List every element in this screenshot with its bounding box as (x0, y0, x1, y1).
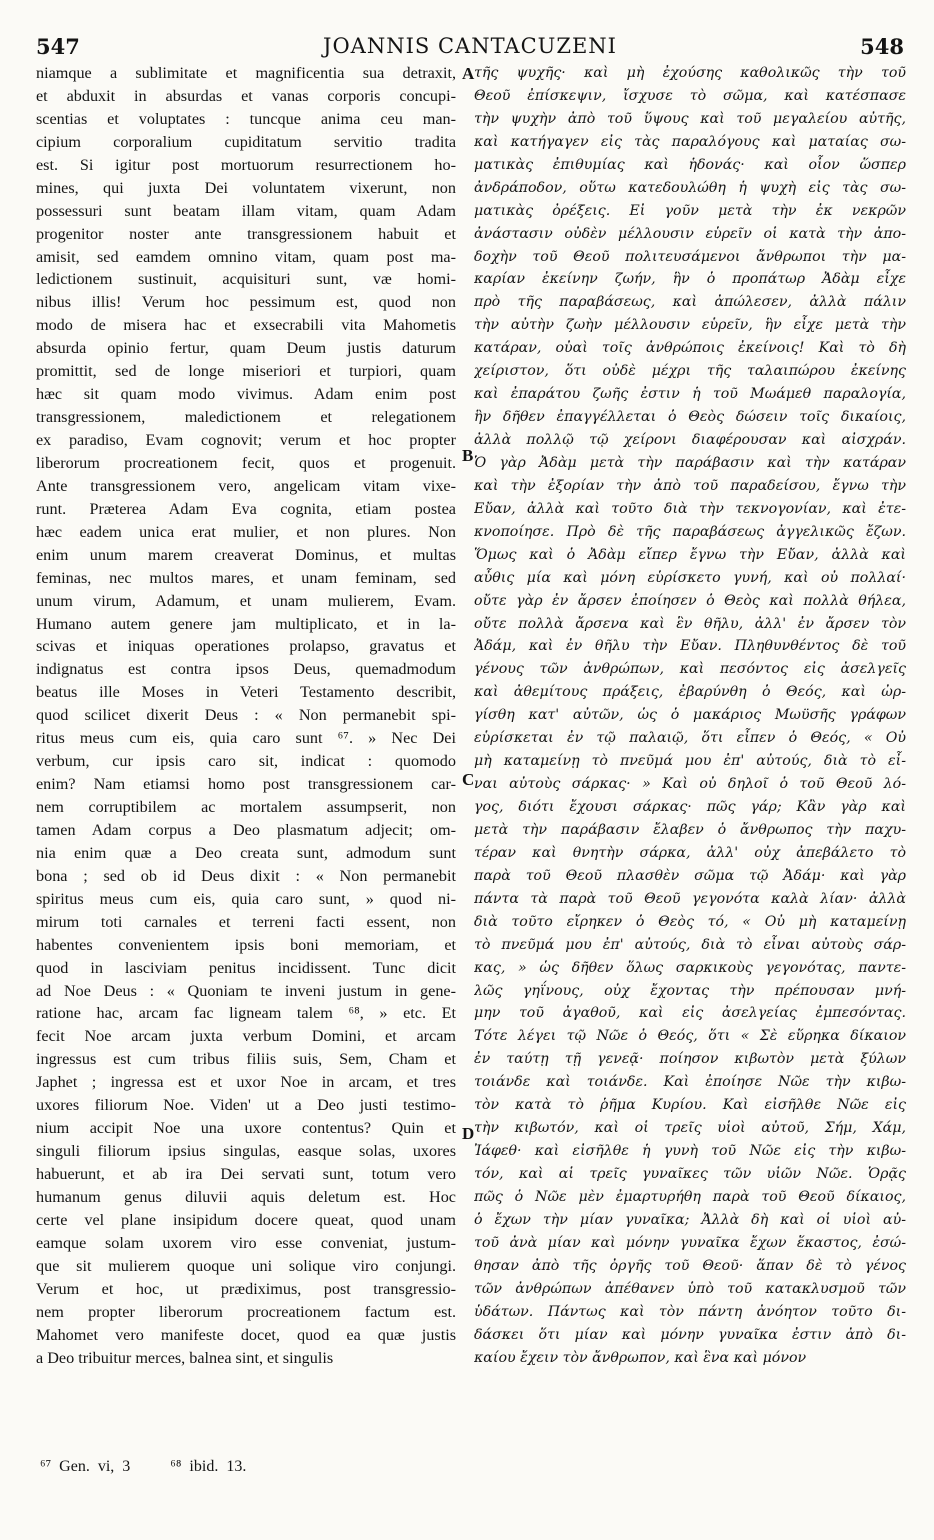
latin-text-line: Humano autem genere jam multiplicato, et in la- (36, 614, 456, 633)
greek-text-line: τὸν κατὰ τὸ ῥῆμα Κυρίου. Καὶ εἰσῆλθε Νῶε εἰς (474, 1097, 906, 1114)
footnotes (40, 1458, 246, 1476)
latin-text-line: uxores filiorum Noe. Viden' ut a Deo justi testimo- (36, 1096, 456, 1115)
latin-text-line: mines, qui juxta Dei voluntatem vixerunt, non (36, 178, 456, 197)
greek-column (474, 62, 906, 1424)
latin-text-line: runt. Præterea Adam Eva cognita, etiam postea (36, 499, 456, 518)
greek-text-line: θησαν ἀπὸ τῆς ὀργῆς τοῦ Θεοῦ· ἅπαν δὲ τὸ γένος (474, 1257, 906, 1274)
greek-text-line: ὑδάτων. Πάντως καὶ τὸν πάντη ἀνόητον τοῦτο δι- (474, 1303, 906, 1320)
running-header (36, 34, 904, 60)
greek-text-line: καρίαν ἐκείνην ζωήν, ἣν ὁ προπάτωρ Ἀδὰμ εἶχε (474, 271, 906, 288)
greek-text-line: τὴν κιβωτόν, καὶ οἱ τρεῖς υἱοὶ αὐτοῦ, Σήμ, Χάμ, (474, 1120, 906, 1137)
greek-text-line: παρὰ τοῦ Θεοῦ πλασθὲν σῶμα τῷ Ἀδάμ· καὶ γὰρ (474, 867, 906, 884)
greek-text-line: τόν, καὶ αἱ τρεῖς γυναῖκες τῶν υἱῶν Νῶε. Ὁρᾷς (474, 1166, 906, 1182)
latin-text-line: ritus meus cum eis, quia caro sunt ⁶⁷. » Nec Dei (36, 729, 456, 748)
latin-text-line: nem propter liberorum procreationem factum est. (36, 1302, 456, 1321)
footnote-68: ⁶⁸ ibid. 13. (170, 1458, 247, 1475)
greek-text-line: μὴ καταμείνῃ τὸ πνεῦμά μου ἐπ' αὐτούς, διὰ τὸ εἶ- (474, 753, 906, 770)
greek-text-line: γίσθη κατ' αὐτῶν, ὡς ὁ μακάριος Μωϋσῆς γράφων (474, 707, 906, 724)
latin-text-line: nia enim quæ a Deo creata sunt, admodum sunt (36, 843, 456, 862)
greek-text-line: εὑρίσκεται ἐν τῷ παλαιῷ, ὅτι εἶπεν ὁ Θεός, « Οὐ (474, 730, 906, 747)
latin-text-line: Japhet ; ingressa est et uxor Noe in arcam, et tres (36, 1073, 456, 1092)
latin-text-line: feminas, nec multos mares, et unam feminam, sed (36, 568, 456, 587)
greek-text-line: ἀνδράποδον, οὕτω κατεδουλώθη ἡ ψυχὴ εἰς τὰς σω- (474, 179, 906, 196)
greek-text-line: διὰ τοῦτο εἴρηκεν ὁ Θεὸς τό, « Οὐ μὴ καταμείνῃ (474, 913, 906, 930)
latin-text-line: Ante transgressionem vero, angelicam vitam vixe- (36, 476, 456, 495)
greek-text-line: Ὅμως καὶ ὁ Ἀδὰμ εἴπερ ἔγνω τὴν Εὔαν, ἀλλὰ καὶ (474, 546, 906, 563)
latin-text-line: liberorum procreationem fecit, quos et progenuit. (36, 453, 456, 472)
greek-text-line: καὶ ἀθεμίτους πράξεις, ἐβαρύνθη ὁ Θεός, καὶ ὠρ- (474, 684, 906, 701)
greek-text-line: τοῦ ἀνὰ μίαν καὶ μόνην γυναῖκα ἔχων ἕκαστος, ἐσώ- (474, 1234, 906, 1251)
latin-text-line: nem corruptibilem ac mortalem assumpserit, non (36, 798, 456, 816)
greek-text-line: αὖθις μία καὶ μόνη εὑρίσκετο γυνή, καὶ οὐ πολλαί· (474, 569, 906, 586)
section-marker-d: D (462, 1124, 475, 1143)
greek-text-line: γένους τῶν ἀνθρώπων, καὶ πεσόντος εἰς ἀσελγεῖς (474, 661, 906, 678)
latin-text-line: quod in lasciviam penitus incidissent. Tunc dicit (36, 958, 456, 977)
latin-text-line: ratione hac, arcam fac ligneam talem ⁶⁸, » etc. Et (36, 1004, 456, 1023)
greek-text-line: χείριστον, ὅτι οὐδὲ μέχρι τῆς ταλαιπώρου ἐκείνης (474, 363, 906, 380)
footnote-67: ⁶⁷ Gen. vi, 3 (40, 1458, 131, 1475)
latin-text-line: enim? Nam etiamsi homo post transgressionem car- (36, 775, 456, 794)
latin-text-line: absurda opinio fertur, quam Deum justis daturum (36, 339, 456, 358)
latin-text-line: unum virum, Adamum, et unam mulierem, Evam. (36, 591, 456, 610)
latin-text-line: habuerunt, et ab ira Dei servati sunt, totum vero (36, 1165, 456, 1183)
latin-text-line: ledictionem sustinuit, acquisituri sunt, væ homi- (36, 270, 456, 289)
greek-text-line: δάσκει ὅτι μίαν καὶ μόνην γυναῖκα ἐστιν ἀπὸ δι- (474, 1326, 906, 1343)
greek-text-line: ἣν δῆθεν ἐπαγγέλλεται ὁ Θεὸς δώσειν τοῖς δικαίοις, (474, 409, 906, 426)
greek-text-line: ναι αὐτοὺς σάρκας· » Καὶ οὐ δηλοῖ ὁ τοῦ Θεοῦ λό- (474, 776, 906, 793)
latin-text-line: nibus illis! Verum hoc pessimum est, quod non (36, 293, 456, 312)
latin-text-line: et abduxit in absurdas et vanas corporis concupi- (36, 86, 456, 105)
latin-text-line: possessuri sunt beatam illam vitam, quam Adam (36, 201, 456, 220)
greek-text-line: πάντα τὰ παρὰ τοῦ Θεοῦ γεγονότα καλὰ λίαν· ἀλλὰ (474, 890, 906, 907)
greek-text-line: τὴν αὐτὴν ζωὴν μέλλουσιν εὑρεῖν, ἣν εἶχε μετὰ τὴν (474, 317, 906, 334)
greek-text-line: Εὔαν, ἀλλὰ καὶ τοῦτο διὰ τὴν τεκνογονίαν, καὶ ἐτε- (474, 500, 906, 517)
latin-text-line: cipium corporalium cupiditatum servitio tradita (36, 132, 456, 151)
latin-text-line: quod scilicet dixerit Deus : « Non permanebit spi- (36, 706, 456, 725)
latin-text-line: modo de misera hac et exsecrabili vita Mahometis (36, 316, 456, 335)
latin-text-line: a Deo tribuitur merces, balnea sint, et singulis (36, 1348, 334, 1367)
greek-text-line: τῶν ἀνθρώπων ἀπέθανεν ὑπὸ τοῦ κατακλυσμοῦ τῶν (474, 1280, 906, 1297)
greek-text-line: καὶ τὴν ἐξορίαν τὴν ἀπὸ τοῦ παραδείσου, ἔγνω τὴν (474, 477, 906, 494)
latin-text-line: hæc sit quam modo vivimus. Adam enim post (36, 385, 456, 404)
latin-text-line: scivas et iniquas operationes prolapso, gravatus et (36, 637, 456, 656)
greek-text-line: Ἰάφεθ· καὶ εἰσῆλθε ἡ γυνὴ τοῦ Νῶε εἰς τὴν κιβω- (474, 1143, 906, 1160)
latin-text-line: ingressus est cum tribus filiis suis, Sem, Cham et (36, 1050, 456, 1069)
running-title: JOANNIS CANTACUZENI (323, 34, 617, 58)
latin-text-line: tamen Adam corpus a Deo plasmatum adjecit; om- (36, 820, 456, 839)
latin-column (36, 62, 456, 1424)
greek-text-line: γος, διότι ἔχουσι σάρκας· πῶς γάρ; Κἂν γὰρ καὶ (474, 799, 906, 815)
greek-text-line: ματικὰς ὀρέξεις. Εἰ γοῦν μετὰ τὴν ἐκ νεκρῶν (474, 202, 906, 219)
latin-text-line: que sit mulierem quoque uni solique viro conjungi. (36, 1256, 456, 1275)
greek-text-line: μετὰ τὴν παράβασιν ἔλαβεν ὁ ἄνθρωπος τὴν παχυ- (474, 821, 906, 838)
greek-text-line: κατάραν, οὐαὶ τοῖς ἀνθρώποις ἐκείνοις! Καὶ τὸ δὴ (474, 340, 906, 357)
latin-text-line: indignatus est contra ipsos Deus, quemadmodum (36, 660, 456, 679)
greek-text-line: τὸ πνεῦμά μου ἐπ' αὐτούς, διὰ τὸ εἶναι αὐτοὺς σάρ- (474, 936, 906, 953)
greek-text-line: λῶς γηΐνους, οὐχ ἔχοντας τὴν πρέπουσαν μνή- (474, 982, 906, 999)
greek-text-line: κας, » ὡς δῆθεν ὅλως σαρκικοὺς γεγονότας, παντε- (474, 959, 906, 976)
greek-text-line: τὴν ψυχὴν ἀπὸ τοῦ ὕψους καὶ τοῦ μεγαλείου αὐτῆς, (474, 110, 906, 127)
greek-text-line: ὁ ἔχων τὴν μίαν γυναῖκα; Ἀλλὰ δὴ καὶ οἱ υἱοὶ αὐ- (474, 1211, 906, 1228)
latin-text-line: progenitor noster ante transgressionem habuit et (36, 224, 456, 243)
greek-text-line: μην τοῦ ἀγαθοῦ, καὶ εἰς ἀσελγείας ἐμπεσόντας. (474, 1005, 906, 1022)
latin-text-line: hæc eadem unica erat mulier, et non plures. Non (36, 522, 456, 541)
greek-text-line: κνοποίησε. Πρὸ δὲ τῆς παραβάσεως ἀγγελικῶς ἔζων. (474, 523, 906, 540)
greek-text-line: τῆς ψυχῆς· καὶ μὴ ἐχούσης καθολικῶς τὴν τοῦ (474, 65, 906, 81)
greek-text-line: δοχὴν τοῦ Θεοῦ πολιτευσάμενοι ἄνθρωποι τὴν μα- (474, 248, 906, 265)
latin-text-line: transgressionem, maledictionem et relegationem (36, 408, 456, 427)
latin-text-line: mirum toti carnales et terreni facti essent, non (36, 912, 456, 931)
latin-text-line: Mahomet vero manifeste docet, quod ea quæ justis (36, 1325, 456, 1344)
greek-text-line: καίου ἔχειν τὸν ἄνθρωπον, καὶ ἓνα καὶ μόνον (474, 1349, 807, 1366)
greek-text-line: καὶ κατήγαγεν εἰς τὰς παραλόγους καὶ ματαίας σω- (474, 133, 906, 150)
latin-text-line: promittit, sed de longe miseriori et turpiori, quam (36, 362, 456, 381)
latin-text-line: ad Noe Deus : « Quoniam te inveni justum in gene- (36, 981, 456, 1000)
greek-text-line: ἀνάστασιν οὐδὲν μέλλουσιν εὑρεῖν οἱ κατὰ τὴν ἀπο- (474, 225, 906, 242)
latin-text-line: habentes convenientem ipsis boni memoriam, et (36, 935, 456, 954)
greek-text-line: τοιάνδε καὶ τοιάνδε. Καὶ ἐποίησε Νῶε τὴν κιβω- (474, 1074, 906, 1091)
latin-text-line: enim unum marem creaverat Dominus, et multas (36, 545, 456, 564)
latin-text-line: beatus ille Moses in Veteri Testamento describit, (36, 683, 456, 702)
latin-text-line: singuli filiorum ipsius singulas, easque solas, uxores (36, 1142, 456, 1161)
greek-text-line: ἀλλὰ πολλῷ τῷ χείρονι διαφέρουσαν καὶ αἰσχράν. (474, 432, 906, 448)
greek-text-line: πῶς ὁ Νῶε μὲν ἐμαρτυρήθη παρὰ τοῦ Θεοῦ δίκαιος, (474, 1188, 906, 1205)
greek-text-line: τέραν καὶ θνητὴν σάρκα, ἀλλ' οὐχ ἀπεβάλετο τὸ (474, 844, 906, 861)
section-marker-a: A (462, 64, 475, 83)
greek-text-line: Ἀδάμ, καὶ ἐν θῆλυ τὴν Εὔαν. Πληθυνθέντος δὲ τοῦ (474, 638, 906, 655)
greek-text-line: καὶ ἐπαράτου ζωῆς ἐστιν ἡ τοῦ Μωάμεθ παραλογία, (474, 386, 906, 403)
latin-text-line: ex paradiso, Evam cognovit; verum et hoc propter (36, 431, 456, 449)
latin-text-line: certe vel plane insipidum docere queat, quod unam (36, 1210, 456, 1229)
latin-text-line: niamque a sublimitate et magnificentia sua detraxit, (36, 64, 456, 82)
latin-text-line: verbum, cur ipsis caro sit, indicat : quomodo (36, 752, 456, 771)
latin-text-line: Verum et hoc, ut prædiximus, post transgressio- (36, 1279, 456, 1298)
greek-text-line: οὔτε γὰρ ἐν ἄρσεν ἐποίησεν ὁ Θεὸς καὶ πολλὰ θήλεα, (474, 592, 906, 609)
greek-text-line: πρὸ τῆς παραβάσεως, καὶ ἀπώλεσεν, ἀλλὰ πάλιν (474, 294, 906, 311)
section-marker-c: C (462, 770, 475, 789)
latin-text-line: humanum genus diluvii aquis deletum est. Hoc (36, 1187, 456, 1206)
latin-text-line: scentias et voluptates : tuncque anima ceu man- (36, 109, 456, 128)
latin-text-line: est. Si igitur post mortuorum resurrectionem ho- (36, 155, 456, 174)
latin-text-line: fecit Noe arcam juxta verbum Domini, et arcam (36, 1027, 456, 1046)
greek-text-line: ἐν ταύτῃ τῇ γενεᾷ· ποίησον κιβωτὸν μετὰ ξύλων (474, 1051, 906, 1068)
page-number-right: 548 (860, 34, 904, 59)
greek-text-line: οὔτε πολλὰ ἄρσενα καὶ ἓν θῆλυ, ἀλλ' ἐν ἄρσεν τὸν (474, 615, 906, 632)
section-marker-b: B (462, 446, 474, 465)
latin-text-line: nium accipit Noe una uxore contentus? Quin et (36, 1119, 456, 1138)
latin-text-line: amisit, sed eamdem omnino vitam, quam post ma- (36, 247, 456, 266)
page-number-left: 547 (36, 34, 80, 59)
greek-text-line: Τότε λέγει τῷ Νῶε ὁ Θεός, ὅτι « Σὲ εὕρηκα δίκαιον (474, 1028, 906, 1045)
latin-text-line: eamque solam uxorem viro esse conveniat, justum- (36, 1233, 456, 1252)
greek-text-line: Θεοῦ ἐπίσκεψιν, ἴσχυσε τὸ σῶμα, καὶ κατέσπασε (474, 87, 906, 104)
greek-text-line: Ὁ γὰρ Ἀδὰμ μετὰ τὴν παράβασιν καὶ τὴν κατάραν (474, 454, 906, 471)
greek-text-line: ματικὰς ἐπιθυμίας καὶ ἡδονάς· καὶ οἷον ὥσπερ (474, 156, 906, 173)
latin-text-line: spiritus meus cum eis, quia caro sunt, » quod ni- (36, 889, 456, 908)
latin-text-line: bona ; sed ob id Deus dixit : « Non permanebit (36, 866, 456, 885)
